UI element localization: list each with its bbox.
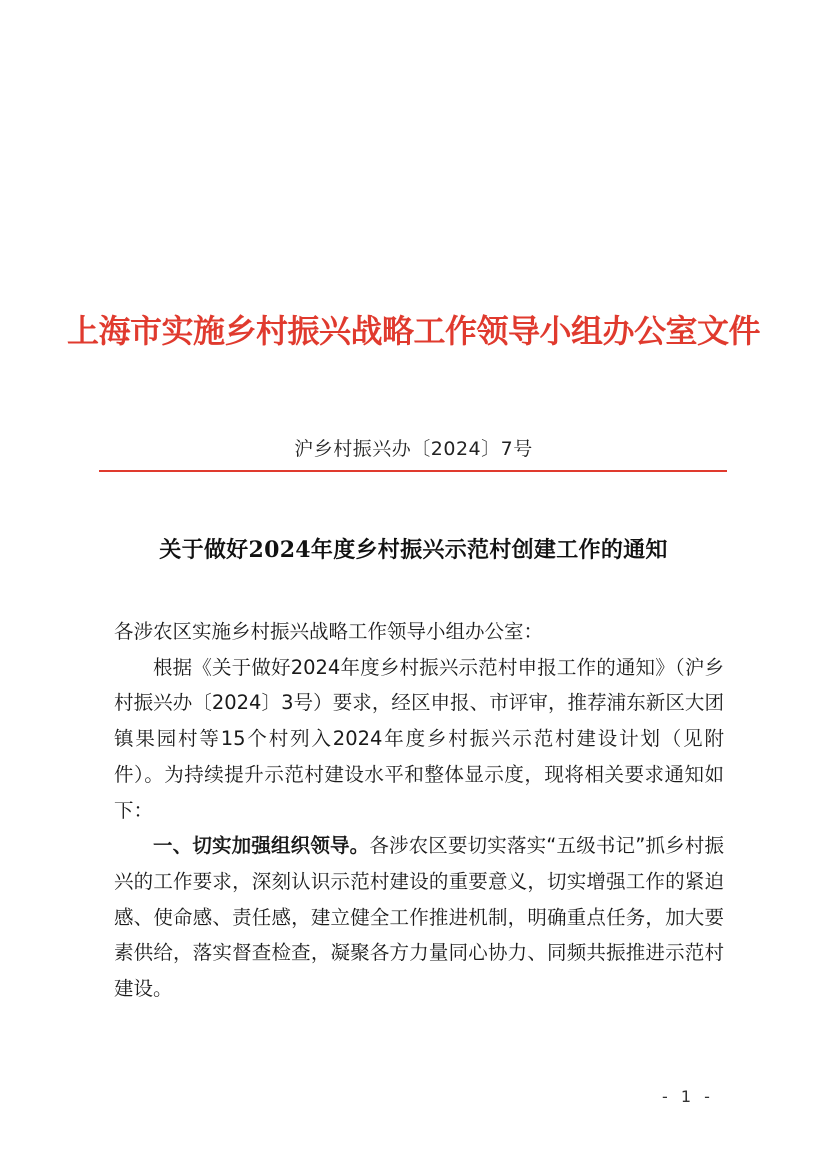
page-number: - 1 - [662,1087,714,1106]
salutation: 各涉农区实施乡村振兴战略工作领导小组办公室： [114,620,544,643]
section-1-heading: 一、切实加强组织领导。 [153,834,370,858]
paragraph-intro: 根据《关于做好2024年度乡村振兴示范村申报工作的通知》（沪乡村振兴办〔2024〕3号）要求，经区申报、市评审，推荐浦东新区大团镇果园村等15个村列入2024年度乡村振兴示范村建设计划（见附件）。为持续提升示范村建设水平和整体显示度，现将相关要求通知如下： [114,655,724,822]
masthead-title: 上海市实施乡村振兴战略工作领导小组办公室文件 [66,312,760,350]
document-body [114,614,724,1007]
section-1-paragraph [114,828,724,1007]
red-divider-line [99,470,727,472]
document-title: 关于做好2024年度乡村振兴示范村创建工作的通知 [159,537,668,563]
section-1-text: 各涉农区要切实落实“五级书记”抓乡村振兴的工作要求，深刻认识示范村建设的重要意义，切实增强工作的紧迫感、使命感、责任感，建立健全工作推进机制，明确重点任务，加大要素供给，落实督查检查，凝聚各方力量同心协力、同频共振推进示范村建设。 [114,834,724,1001]
document-number: 沪乡村振兴办〔2024〕7号 [294,438,533,460]
